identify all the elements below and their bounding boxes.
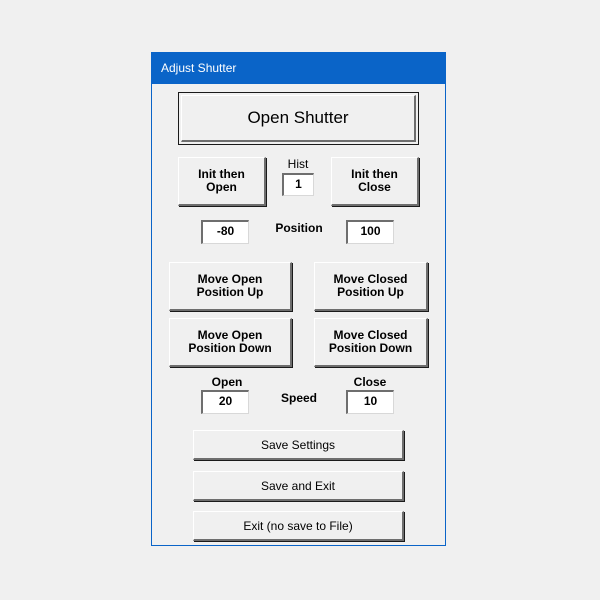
hist-field[interactable]: 1 (282, 173, 314, 196)
speed-label: Speed (280, 391, 317, 405)
save-settings-button[interactable] (193, 430, 404, 460)
save-and-exit-label: Save and Exit (260, 478, 336, 493)
init-then-open-button[interactable] (178, 157, 266, 206)
close-speed-field[interactable]: 10 (346, 390, 394, 414)
init-then-close-button[interactable] (331, 157, 419, 206)
init-then-close-label: Init then Close (351, 167, 398, 194)
move-open-position-down-label: Move Open Position Down (188, 328, 272, 355)
position-label: Position (275, 221, 323, 235)
open-shutter-label: Open Shutter (181, 95, 416, 142)
close-position-field[interactable]: 100 (346, 220, 394, 244)
move-open-position-up-button[interactable] (169, 262, 292, 311)
exit-no-save-button[interactable] (193, 511, 404, 541)
move-closed-position-up-label: Move Closed Position Up (333, 272, 408, 299)
open-speed-field[interactable]: 20 (201, 390, 249, 414)
move-closed-position-down-label: Move Closed Position Down (328, 328, 413, 355)
hist-label: Hist (287, 157, 309, 171)
open-shutter-button[interactable] (178, 92, 419, 145)
save-settings-label: Save Settings (260, 437, 336, 452)
exit-no-save-label: Exit (no save to File) (243, 518, 353, 533)
open-position-field[interactable]: -80 (201, 220, 249, 244)
window-title: Adjust Shutter (152, 53, 445, 84)
speed-open-label: Open (211, 375, 243, 389)
move-open-position-down-button[interactable] (169, 318, 292, 367)
save-and-exit-button[interactable] (193, 471, 404, 501)
move-closed-position-down-button[interactable] (314, 318, 428, 367)
speed-close-label: Close (353, 375, 387, 389)
move-open-position-up-label: Move Open Position Up (196, 272, 264, 299)
move-closed-position-up-button[interactable] (314, 262, 428, 311)
adjust-shutter-dialog (151, 52, 446, 546)
init-then-open-label: Init then Open (198, 167, 245, 194)
